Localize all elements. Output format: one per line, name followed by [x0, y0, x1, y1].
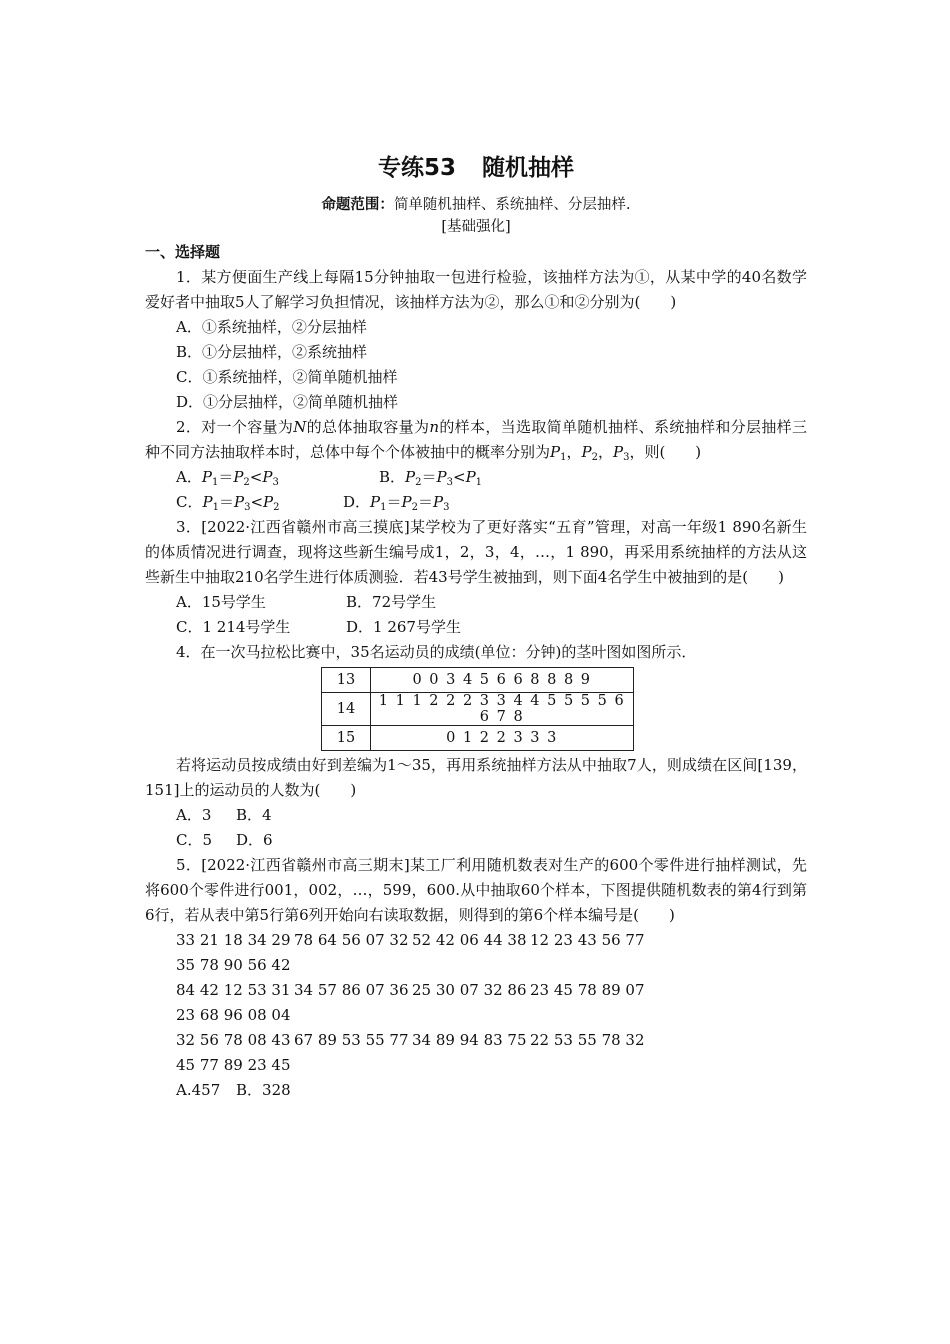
random-table-row: 45 77 89 23 45 — [176, 1056, 291, 1074]
q5-option-b: B．328 — [236, 1081, 291, 1099]
table-row — [322, 726, 634, 751]
question-1: 1．某方便面生产线上每隔15分钟抽取一包进行检验，该抽样方法为①，从某中学的40名数学爱好者中抽取5人了解学习负担情况，该抽样方法为②，那么①和②分别为( ) — [145, 268, 807, 311]
q3-option-b: B．72号学生 — [346, 593, 437, 611]
q3-option-d: D．1 267号学生 — [346, 618, 461, 636]
q4-option-c: C．5 — [176, 831, 213, 849]
stem-cell: 14 — [322, 693, 371, 726]
q3-options-row-1 — [145, 590, 807, 615]
q5-options-row-1 — [145, 1078, 807, 1103]
page-title — [145, 150, 807, 186]
q2-option-c: C．$P_1=P_3<P_2$ — [176, 493, 280, 513]
q1-option-a: A．①系统抽样，②分层抽样 — [176, 318, 367, 336]
question-2: 2．对一个容量为N的总体抽取容量为n的样本，当选取简单随机抽样、系统抽样和分层抽样三种不同方法抽取样本时，总体中每个个体被抽中的概率分别为$P_1$，$P_2$，$P_3$，则( ) — [145, 418, 807, 463]
q3-options-row-2 — [145, 615, 807, 640]
table-row — [322, 693, 634, 726]
random-table-row: 84 42 12 53 31 34 57 86 07 36 25 30 07 32 86 23 45 78 89 07 — [176, 981, 645, 999]
q4-option-a: A．3 — [176, 806, 212, 824]
leaf-cell: 0 1 2 2 3 3 3 — [371, 726, 634, 751]
question-3: 3．[2022·江西省赣州市高三摸底]某学校为了更好落实“五育”管理，对高一年级1 890名新生的体质情况进行调查，现将这些新生编号成1，2，3，4，…，1 890，再采用系统抽样的方法从这些新生中抽取210名学生进行体质测验．若43号学生被抽到，则下面4名学生中被抽到的是( ) — [145, 518, 807, 586]
random-table-row: 32 56 78 08 43 67 89 53 55 77 34 89 94 83 75 22 53 55 78 32 — [176, 1031, 645, 1049]
scope-label: 命题范围： — [321, 197, 394, 213]
scope-line — [145, 194, 807, 216]
q2-option-d: D．$P_1=P_2=P_3$ — [343, 493, 450, 513]
title-number: 专练53 — [377, 155, 456, 181]
q2-option-a: A．$P_1=P_2<P_3$ — [176, 468, 279, 488]
stem-cell: 13 — [322, 668, 371, 693]
question-5: 5．[2022·江西省赣州市高三期末]某工厂利用随机数表对生产的600个零件进行抽样测试，先将600个零件进行001，002，…，599，600.从中抽取60个样本，下图提供随机数表的第4行到第6行，若从表中第5行第6列开始向右读取数据，则得到的第6个样本编号是( ) — [145, 856, 807, 924]
stem-leaf-table — [321, 667, 634, 751]
stem-cell: 15 — [322, 726, 371, 751]
scope-text: 简单随机抽样、系统抽样、分层抽样. — [393, 197, 631, 213]
leaf-cell: 0 0 3 4 5 6 6 8 8 8 9 — [371, 668, 634, 693]
title-topic: 随机抽样 — [482, 155, 574, 181]
table-row — [322, 668, 634, 693]
question-4-intro: 4．在一次马拉松比赛中，35名运动员的成绩(单位：分钟)的茎叶图如图所示． — [176, 643, 697, 661]
random-table-row: 33 21 18 34 29 78 64 56 07 32 52 42 06 44 38 12 23 43 56 77 — [176, 931, 645, 949]
q4-option-d: D．6 — [236, 831, 273, 849]
section-tag: [基础强化] — [441, 219, 511, 235]
q4-options-row-2 — [145, 828, 807, 853]
q2-option-b: B．$P_2=P_3<P_1$ — [379, 468, 483, 488]
section-heading: 一、选择题 — [145, 243, 221, 261]
q2-options-row-1 — [145, 465, 807, 490]
q1-option-d: D．①分层抽样，②简单随机抽样 — [176, 393, 399, 411]
q1-option-c: C．①系统抽样，②简单随机抽样 — [176, 368, 398, 386]
q1-option-b: B．①分层抽样，②系统抽样 — [176, 343, 368, 361]
q2-options-row-2 — [145, 490, 807, 515]
q3-option-a: A．15号学生 — [176, 593, 266, 611]
q4-option-b: B．4 — [236, 806, 272, 824]
question-4: 若将运动员按成绩由好到差编为1～35，再用系统抽样方法从中抽取7人，则成绩在区间[139，151]上的运动员的人数为( ) — [145, 756, 807, 799]
q4-options-row-1 — [145, 803, 807, 828]
q5-option-a: A.457 — [176, 1081, 221, 1099]
leaf-cell: 1 1 1 2 2 2 3 3 4 4 5 5 5 5 6 6 7 8 — [371, 693, 634, 726]
random-table-row: 23 68 96 08 04 — [176, 1006, 291, 1024]
q3-option-c: C．1 214号学生 — [176, 618, 291, 636]
document-page — [145, 150, 807, 1103]
random-table-row: 35 78 90 56 42 — [176, 956, 291, 974]
